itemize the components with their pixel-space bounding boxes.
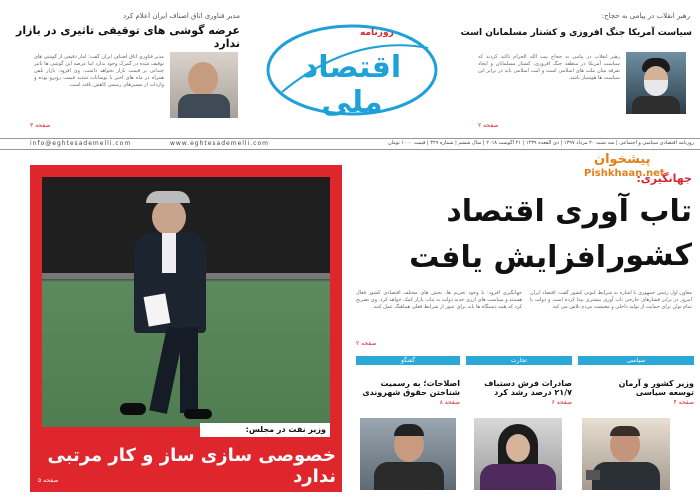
bottom-photo xyxy=(474,418,562,490)
top-left-photo xyxy=(170,52,238,118)
feature-kicker: وزیر نفت در مجلس: xyxy=(245,425,326,434)
top-left-body: مدیر فناوری اتاق اصناف ایران گفت: آمار دقیقی از گوشی های توقیف شده در گمرک وجود ندارد اما عرضه این گوشی ها تاثیر چندانی بر قیمت بازار نخواهد داشت. وی افزود: بازار تلفن همراه در ماه های اخیر با نوسانات شدید قیمت روبرو بوده و واردات از مسیرهای رسمی کاهش یافته است. xyxy=(34,54,164,88)
bottom-item-trade xyxy=(466,356,572,492)
logo xyxy=(262,14,442,126)
feature-box xyxy=(30,165,342,492)
feature-headline: خصوصی سازی ساز و کار مرتبی ندارد xyxy=(47,445,336,487)
top-right-body: رهبر انقلاب در پیامی به حجاج بیت الله الحرام تاکید کردند که سیاست آمریکا در منطقه جنگ افروزی، کشتار مسلمانان و ایجاد تفرقه میان ملت های اسلامی است و امت اسلامی باید در برابر این سیاست ها هوشیار باشد. xyxy=(478,54,620,81)
lead-col-b: جهانگیری افزود: با وجود تحریم ها، بخش های مختلف اقتصادی کشور فعال هستند و سیاست های ارزی جدید دولت به ثبات بازار کمک خواهد کرد. وی تصریح کرد که همه دستگاه ها باید برای عبور از شرایط فعلی هماهنگ عمل کنند. xyxy=(356,290,522,310)
top-left-headline: عرضه گوشی های توقیفی تاثیری در بازار ندارد xyxy=(16,24,240,50)
lead-col-a: معاون اول رئیس جمهوری با اشاره به شرایط کنونی کشور گفت: اقتصاد ایران امروز در برابر فشارهای خارجی تاب آوری بیشتری پیدا کرده است و دولت با تمام توان برای حمایت از تولید داخلی و معیشت مردم تلاش می کند. xyxy=(530,290,692,310)
bottom-headline-2: ۲۱/۷ درصد رشد کرد xyxy=(494,388,572,397)
bottom-photo xyxy=(360,418,456,490)
top-left-kicker: مدیر فناوری اتاق اصناف ایران اعلام کرد xyxy=(122,12,240,20)
dateline-bar xyxy=(0,138,700,150)
bottom-page-ref: صفحه ۸ xyxy=(439,399,460,406)
bottom-headline-2: شناختن حقوق شهروندی xyxy=(362,388,460,397)
logo-main-text: اقتصاد ملی xyxy=(302,50,402,120)
top-right-headline: سیاست آمریکا جنگ افروزی و کشتار مسلمانان است xyxy=(460,28,692,38)
logo-small-text: روزنامه xyxy=(360,28,394,38)
feature-kicker-wrap xyxy=(200,423,330,437)
section-ribbon: سیاسی xyxy=(578,356,694,365)
bottom-page-ref: صفحه ۴ xyxy=(673,399,694,406)
bottom-page-ref: صفحه ۶ xyxy=(551,399,572,406)
bottom-photo xyxy=(582,418,670,490)
email-text: info@eghtesademelli.com xyxy=(30,140,132,147)
bottom-headline-1: وزیر کشور و آرمان xyxy=(618,379,694,388)
feature-photo xyxy=(42,177,330,427)
section-ribbon: تجارت xyxy=(466,356,572,365)
top-left-page-ref: صفحه ۳ xyxy=(30,122,51,129)
bottom-item-politics xyxy=(578,356,694,492)
top-right-kicker: رهبر انقلاب در پیامی به حجاج: xyxy=(601,12,690,20)
website-text: www.eghtesademelli.com xyxy=(170,140,269,147)
lead-headline-1: تاب آوری اقتصاد کشور xyxy=(446,194,692,273)
watermark-en: Pishkhaan.net xyxy=(584,168,665,179)
top-right-photo xyxy=(626,52,686,114)
section-ribbon: گفتگو xyxy=(356,356,460,365)
bottom-headline-1: اصلاحات؛ به رسمیت xyxy=(380,379,460,388)
feature-page-ref: صفحه ۵ xyxy=(38,477,59,484)
dateline-text: روزنامه اقتصادی سیاسی و اجتماعی | سه شنبه ۲۰ مرداد ۱۳۹۷ | ذی القعده ۱۴۳۹ | ۲۱ آگوست ۲۰۱۸ | سال ششم | شماره ۳۲۹ | قیمت ۱۰۰۰ تومان xyxy=(387,140,694,146)
masthead xyxy=(0,0,700,140)
lead-kicker: جهانگیری: xyxy=(636,172,692,185)
top-right-page-ref: صفحه ۲ xyxy=(478,122,499,129)
bottom-item-interview xyxy=(356,356,460,492)
bottom-headline-1: صادرات فرش دستباف xyxy=(484,379,572,388)
lead-page-ref: صفحه ۲ xyxy=(356,340,377,347)
watermark-fa: پیشخوان xyxy=(594,152,651,167)
bottom-headline-2: توسعه سیاسی xyxy=(635,388,694,397)
lead-headline-2: افزایش یافت xyxy=(409,240,606,275)
